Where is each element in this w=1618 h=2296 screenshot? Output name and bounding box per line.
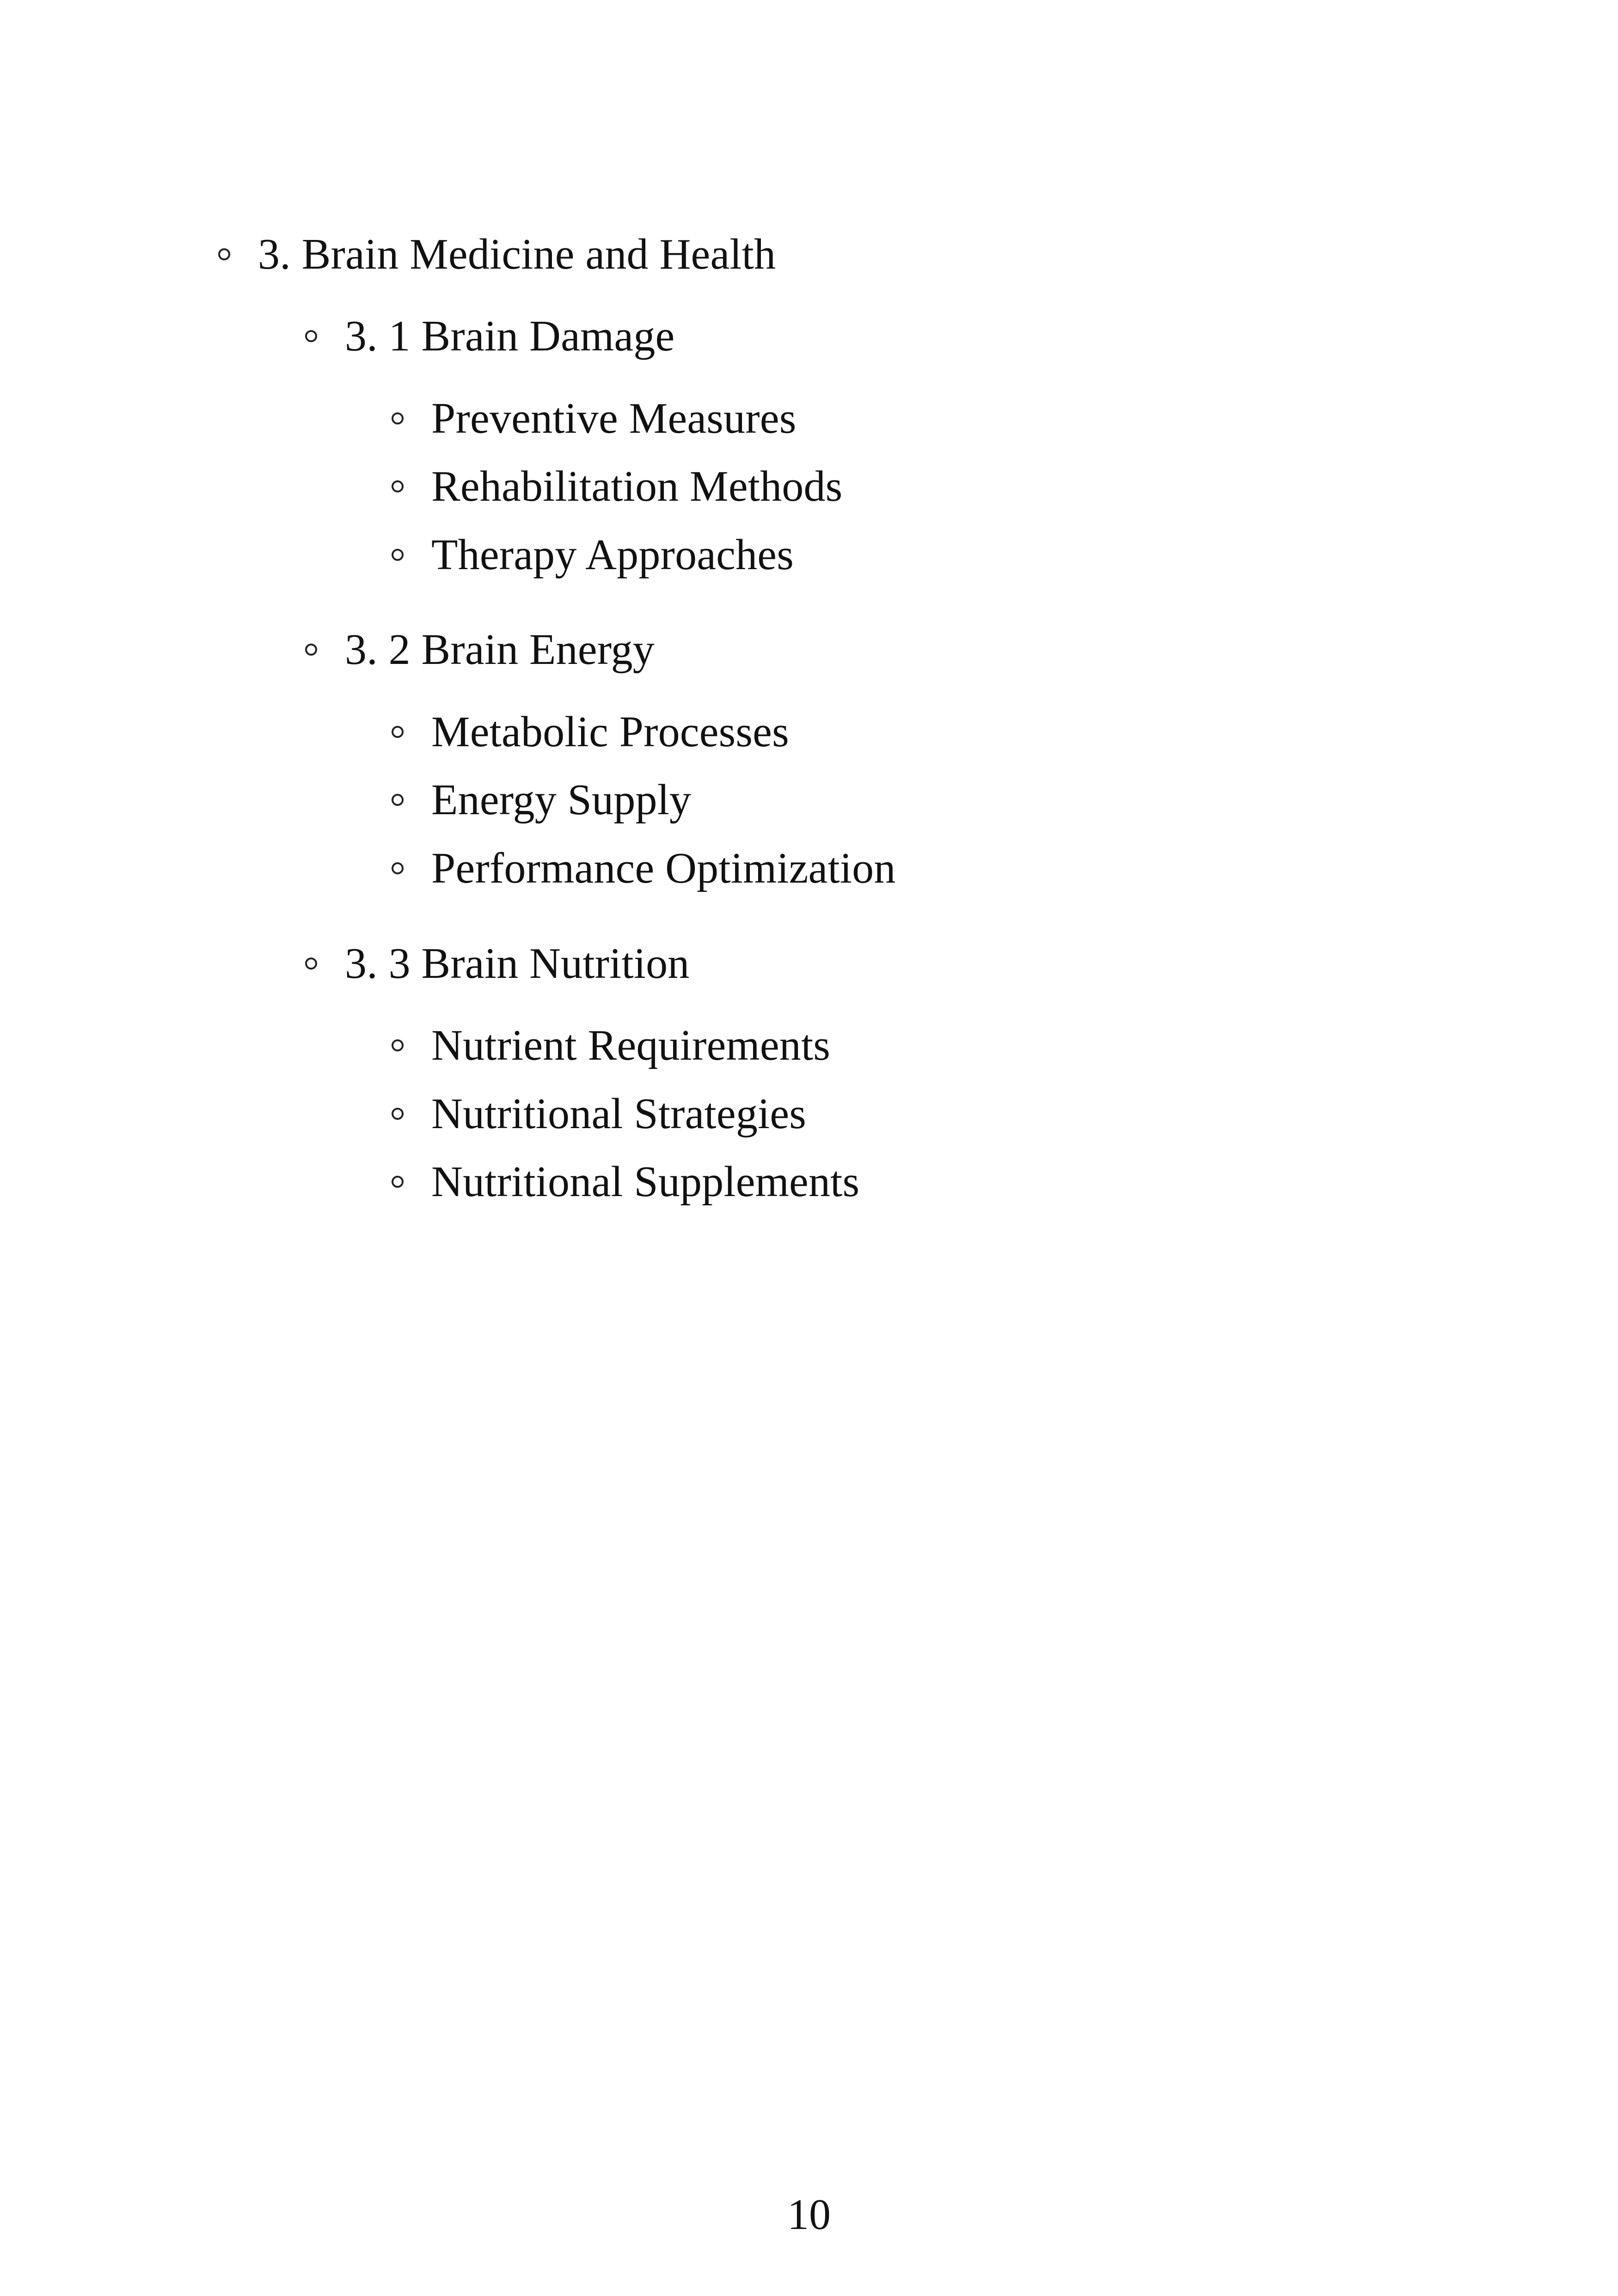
list-item-performance-optimization (392, 841, 896, 896)
hollow-circle-bullet-icon (392, 862, 404, 874)
subsection-label: 3. 2 Brain Energy (345, 626, 655, 674)
list-item-metabolic-processes (392, 704, 789, 760)
hollow-circle-bullet-icon (305, 958, 317, 970)
topic-label: Preventive Measures (431, 394, 797, 442)
hollow-circle-bullet-icon (392, 726, 404, 738)
section-label: 3. Brain Medicine and Health (258, 230, 776, 278)
hollow-circle-bullet-icon (392, 549, 404, 561)
list-item-rehabilitation-methods (392, 459, 842, 514)
list-item-subsection-3-1 (305, 308, 674, 364)
hollow-circle-bullet-icon (392, 412, 404, 424)
subsection-label: 3. 3 Brain Nutrition (345, 939, 690, 988)
subsection-label: 3. 1 Brain Damage (345, 312, 675, 360)
list-item-subsection-3-3 (305, 936, 690, 991)
topic-label: Nutritional Supplements (431, 1158, 860, 1206)
hollow-circle-bullet-icon (305, 644, 317, 656)
topic-label: Metabolic Processes (431, 708, 789, 756)
hollow-circle-bullet-icon (392, 794, 404, 806)
list-item-preventive-measures (392, 391, 797, 446)
list-item-therapy-approaches (392, 527, 794, 583)
topic-label: Energy Supply (431, 776, 692, 824)
hollow-circle-bullet-icon (392, 1108, 404, 1120)
topic-label: Rehabilitation Methods (431, 462, 843, 510)
hollow-circle-bullet-icon (305, 330, 317, 342)
list-item-subsection-3-2 (305, 622, 655, 677)
topic-label: Performance Optimization (431, 844, 896, 892)
list-item-section-3 (218, 227, 776, 282)
hollow-circle-bullet-icon (392, 1176, 404, 1188)
hollow-circle-bullet-icon (392, 1039, 404, 1051)
list-item-nutrient-requirements (392, 1018, 830, 1073)
page-number: 10 (787, 2191, 831, 2239)
hollow-circle-bullet-icon (392, 480, 404, 492)
topic-label: Therapy Approaches (431, 531, 794, 579)
topic-label: Nutritional Strategies (431, 1090, 807, 1138)
list-item-nutritional-strategies (392, 1086, 806, 1142)
topic-label: Nutrient Requirements (431, 1021, 831, 1069)
hollow-circle-bullet-icon (218, 248, 230, 260)
list-item-energy-supply (392, 772, 691, 828)
list-item-nutritional-supplements (392, 1154, 859, 1209)
